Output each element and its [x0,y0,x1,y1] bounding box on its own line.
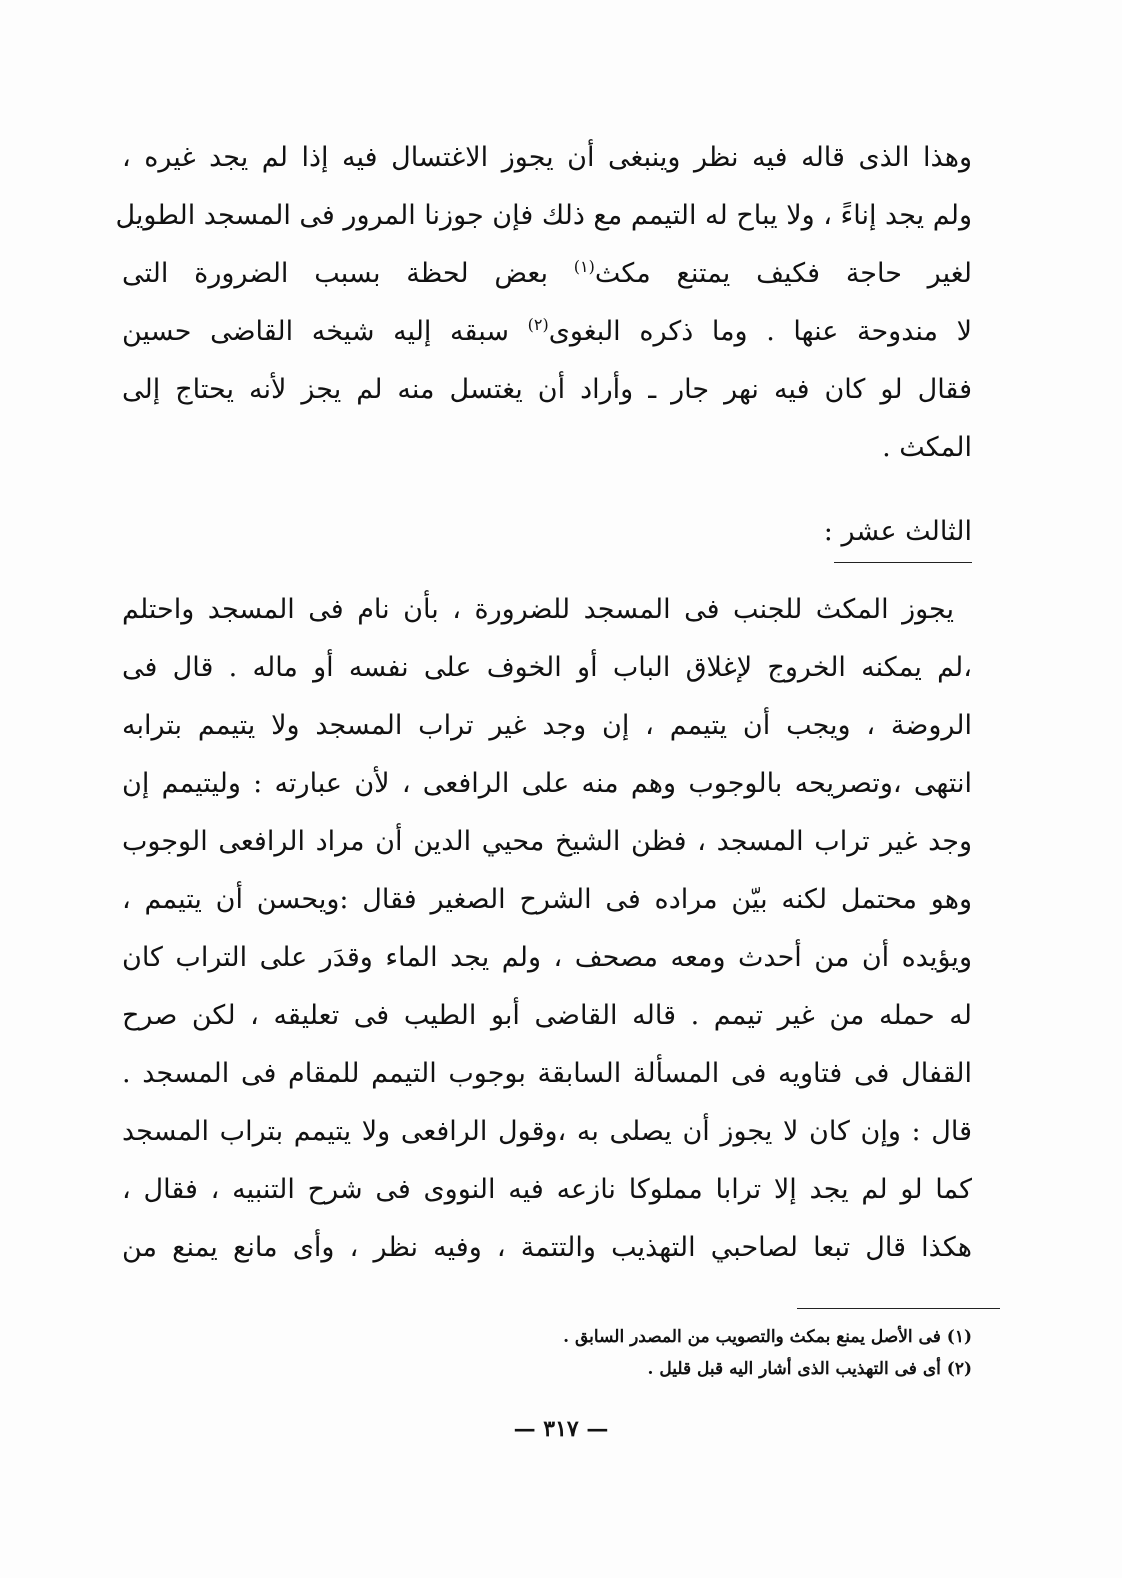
body-line: المكث . [882,432,972,463]
body-line: قال : وإن كان لا يجوز أن يصلى به ،وقول الرافعى ولا يتيمم بتراب المسجد [122,1116,972,1147]
body-line: وهو محتمل لكنه بيّن مراده فى الشرح الصغير فقال :ويحسن أن يتيمم ، [122,884,972,915]
body-text: سبقه إليه شيخه القاضى حسين [122,316,509,347]
body-line: هكذا قال تبعا لصاحبي التهذيب والتتمة ، وفيه نظر ، وأى مانع يمنع من [122,1232,972,1263]
body-text: بعض لحظة بسبب الضرورة التى [122,258,548,289]
body-line: القفال فى فتاويه فى المسألة السابقة بوجوب التيمم للمقام فى المسجد . [122,1058,972,1089]
footnote: (٢) أى فى التهذيب الذى أشار اليه قبل قليل . [647,1359,972,1379]
footnote: (١) فى الأصل يمنع بمكث والتصويب من المصدر السابق . [563,1327,972,1347]
body-line: له حمله من غير تيمم . قاله القاضى أبو الطيب فى تعليقه ، لكن صرح [122,1000,972,1031]
footnote-marker: (٢) [527,315,549,334]
body-line [122,254,972,298]
page-number: — ٣١٧ — [513,1416,609,1442]
footnote-separator [797,1308,1000,1309]
heading-underline [834,562,972,563]
body-line: ويؤيده أن من أحدث ومعه مصحف ، ولم يجد الماء وقدَر على التراب كان [122,942,972,973]
body-line [122,312,972,356]
body-line: انتهى ،وتصريحه بالوجوب وهم منه على الرافعى ، لأن عبارته : وليتيمم إن [122,768,972,799]
section-heading: الثالث عشر : [823,516,972,547]
body-line: الروضة ، ويجب أن يتيمم ، إن وجد غير تراب المسجد ولا يتيمم بترابه [122,710,972,741]
body-text: لا مندوحة عنها . وما ذكره البغوى [548,316,972,347]
body-text: لغير حاجة فكيف يمتنع مكث [594,258,972,289]
body-line: وجد غير تراب المسجد ، فظن الشيخ محيي الدين أن مراد الرافعى الوجوب [122,826,972,857]
body-line: يجوز المكث للجنب فى المسجد للضرورة ، بأن نام فى المسجد واحتلم [122,594,954,625]
body-line: كما لو لم يجد إلا ترابا مملوكا نازعه فيه النووى فى شرح التنبيه ، فقال ، [122,1174,972,1205]
body-line: وهذا الذى قاله فيه نظر وينبغى أن يجوز الاغتسال فيه إذا لم يجد غيره ، [122,142,972,173]
body-line: ولم يجد إناءً ، ولا يباح له التيمم مع ذلك فإن جوزنا المرور فى المسجد الطويل [115,200,972,231]
body-line: ،لم يمكنه الخروج لإغلاق الباب أو الخوف على نفسه أو ماله . قال فى [122,652,972,683]
body-line: فقال لو كان فيه نهر جار ـ وأراد أن يغتسل منه لم يجز لأنه يحتاج إلى [122,374,972,405]
footnote-marker: (١) [573,257,595,276]
